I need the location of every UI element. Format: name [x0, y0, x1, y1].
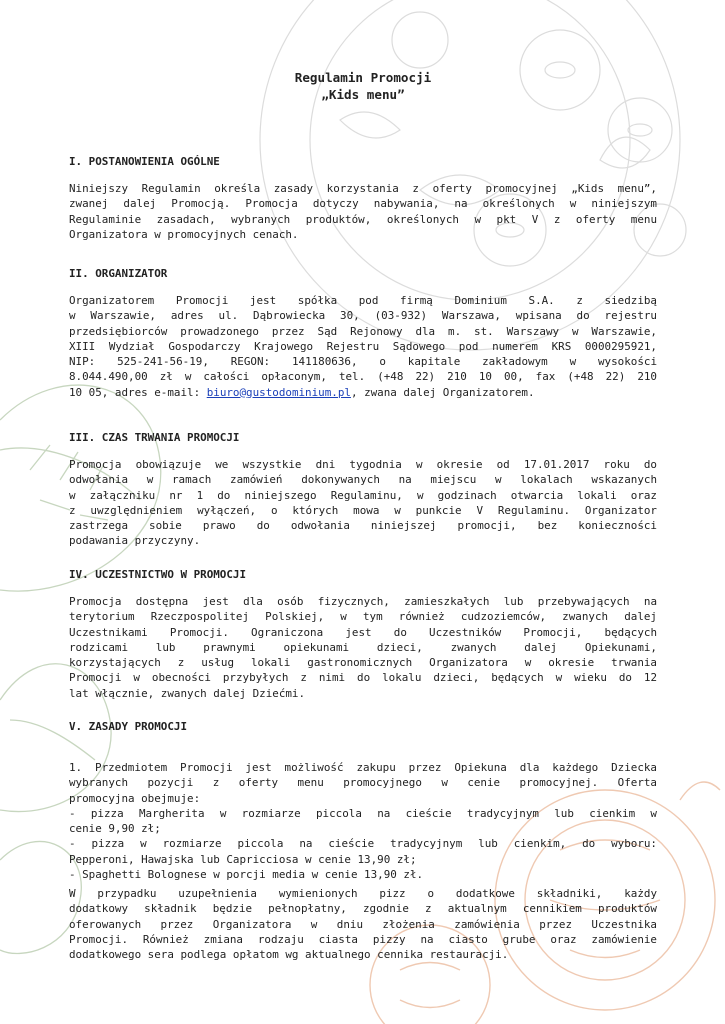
section-body-duration	[69, 457, 657, 549]
text-line: Promocji w obecności przybyłych z nimi do lokalu dzieci, będących w wieku do 12	[69, 671, 657, 685]
text-line: rodzicami lub prawnymi opiekunami dzieci, zwanych dalej Opiekunami,	[69, 640, 657, 654]
text-line: zastrzega sobie prawo do odwołania niniejszej promocji, bez konieczności	[69, 519, 657, 533]
text-line: Uczestnikami Promocji. Ograniczona jest do Uczestników Promocji, będących	[69, 625, 657, 639]
text-line: Pepperoni, Hawajska lub Capricciosa w cenie 13,90 zł;	[69, 852, 417, 866]
text-line: Organizatorem Promocji jest spółka pod firmą Dominium S.A. z siedzibą	[69, 294, 657, 307]
text-line: Niniejszy Regulamin określa zasady korzystania z oferty promocyjnej „Kids menu”,	[69, 182, 657, 195]
text-line: Promocji. Również zmiana rodzaju ciasta pizzy na ciasto grube oraz zamówienie	[69, 932, 657, 946]
email-link[interactable]: biuro@gustodominium.pl	[206, 385, 351, 399]
document-title: Regulamin Promocji	[294, 70, 432, 85]
section-body-rules-extras	[69, 886, 657, 962]
section-heading-duration: III. CZAS TRWANIA PROMOCJI	[69, 431, 240, 444]
text-line: NIP: 525-241-56-19, REGON: 141180636, o kapitale zakładowym w wysokości	[69, 355, 657, 369]
text-line: XIII Wydział Gospodarczy Krajowego Rejestru Sądowego pod numerem KRS 0000295921,	[69, 339, 657, 353]
text-line: W przypadku uzupełnienia wymienionych pizz o dodatkowe składniki, każdy	[69, 887, 657, 900]
email-suffix: , zwana dalej Organizatorem.	[350, 385, 535, 399]
document-subtitle: „Kids menu”	[321, 87, 405, 102]
section-body-general	[69, 181, 657, 242]
text-line	[69, 385, 657, 400]
text-line: Promocja obowiązuje we wszystkie dni tygodnia w okresie od 17.01.2017 roku do	[69, 458, 657, 471]
section-heading-organizer: II. ORGANIZATOR	[69, 267, 168, 280]
text-line: 1. Przedmiotem Promocji jest możliwość zakupu przez Opiekuna dla każdego Dziecka	[69, 761, 657, 774]
text-line: promocyjna obejmuje:	[69, 791, 201, 805]
text-line: dodatkowego sera podlega opłatom wg aktualnego cennika restauracji.	[69, 948, 509, 962]
email-prefix: 10 05, adres e-mail:	[69, 385, 207, 399]
text-line: Regulaminie zasadach, wybranych produktów, określonych w pkt V z oferty menu	[69, 212, 657, 226]
text-line: oferowanych przez Organizatora w dniu złożenia zamówienia przez Uczestnika	[69, 917, 657, 931]
text-line: cenie 9,90 zł;	[69, 822, 161, 836]
section-body-participation	[69, 594, 657, 701]
text-line: 8.044.490,00 zł w całości opłaconym, tel. (+48 22) 210 10 00, fax (+48 22) 210	[69, 370, 657, 384]
text-line: z uwzględnieniem wyłączeń, o których mowa w punkcie V Regulaminu. Organizator	[69, 503, 657, 517]
text-line: - pizza w rozmiarze piccola na cieście tradycyjnym lub cienkim, do wyboru:	[69, 837, 657, 851]
text-line: podawania przyczyny.	[69, 534, 201, 548]
section-heading-participation: IV. UCZESTNICTWO W PROMOCJI	[69, 568, 247, 581]
text-line: terytorium Rzeczpospolitej Polskiej, w tym również cudzoziemców, zwanych dalej	[69, 610, 657, 624]
text-line: wybranych pozycji z oferty menu promocyjnego w cenie promocyjnej. Oferta	[69, 776, 657, 790]
text-line: dodatkowy składnik będzie pełnopłatny, zgodnie z aktualnym cennikiem produktów	[69, 902, 657, 916]
text-line: zwanej dalej Promocją. Promocja dotyczy nabywania, na określonych w niniejszym	[69, 197, 657, 211]
section-heading-general: I. POSTANOWIENIA OGÓLNE	[69, 155, 220, 168]
text-line: w załączniku nr 1 do niniejszego Regulaminu, w godzinach otwarcia lokali oraz	[69, 488, 657, 502]
text-line: lat włącznie, zwanych dalej Dziećmi.	[69, 686, 306, 700]
text-line: odwołania w ramach zamówień dokonywanych na miejscu w lokalach wskazanych	[69, 473, 657, 487]
section-heading-rules: V. ZASADY PROMOCJI	[69, 720, 188, 733]
text-line: Organizatora w promocyjnych cenach.	[69, 227, 299, 241]
text-line: korzystających z usług lokali gastronomicznych Organizatora w okresie trwania	[69, 656, 657, 670]
text-line: przedsiębiorców prowadzonego przez Sąd Rejonowy dla m. st. Warszawy w Warszawie,	[69, 324, 657, 338]
text-line: w Warszawie, adres ul. Dąbrowiecka 30, (03-932) Warszawa, wpisana do rejestru	[69, 309, 657, 323]
text-line: - Spaghetti Bolognese w porcji media w cenie 13,90 zł.	[69, 868, 424, 882]
section-body-organizer	[69, 293, 657, 400]
text-line: Promocja dostępna jest dla osób fizycznych, zamieszkałych lub przebywających na	[69, 595, 657, 608]
text-line: - pizza Margherita w rozmiarze piccola na cieście tradycyjnym lub cienkim w	[69, 806, 657, 820]
section-body-rules	[69, 760, 657, 882]
